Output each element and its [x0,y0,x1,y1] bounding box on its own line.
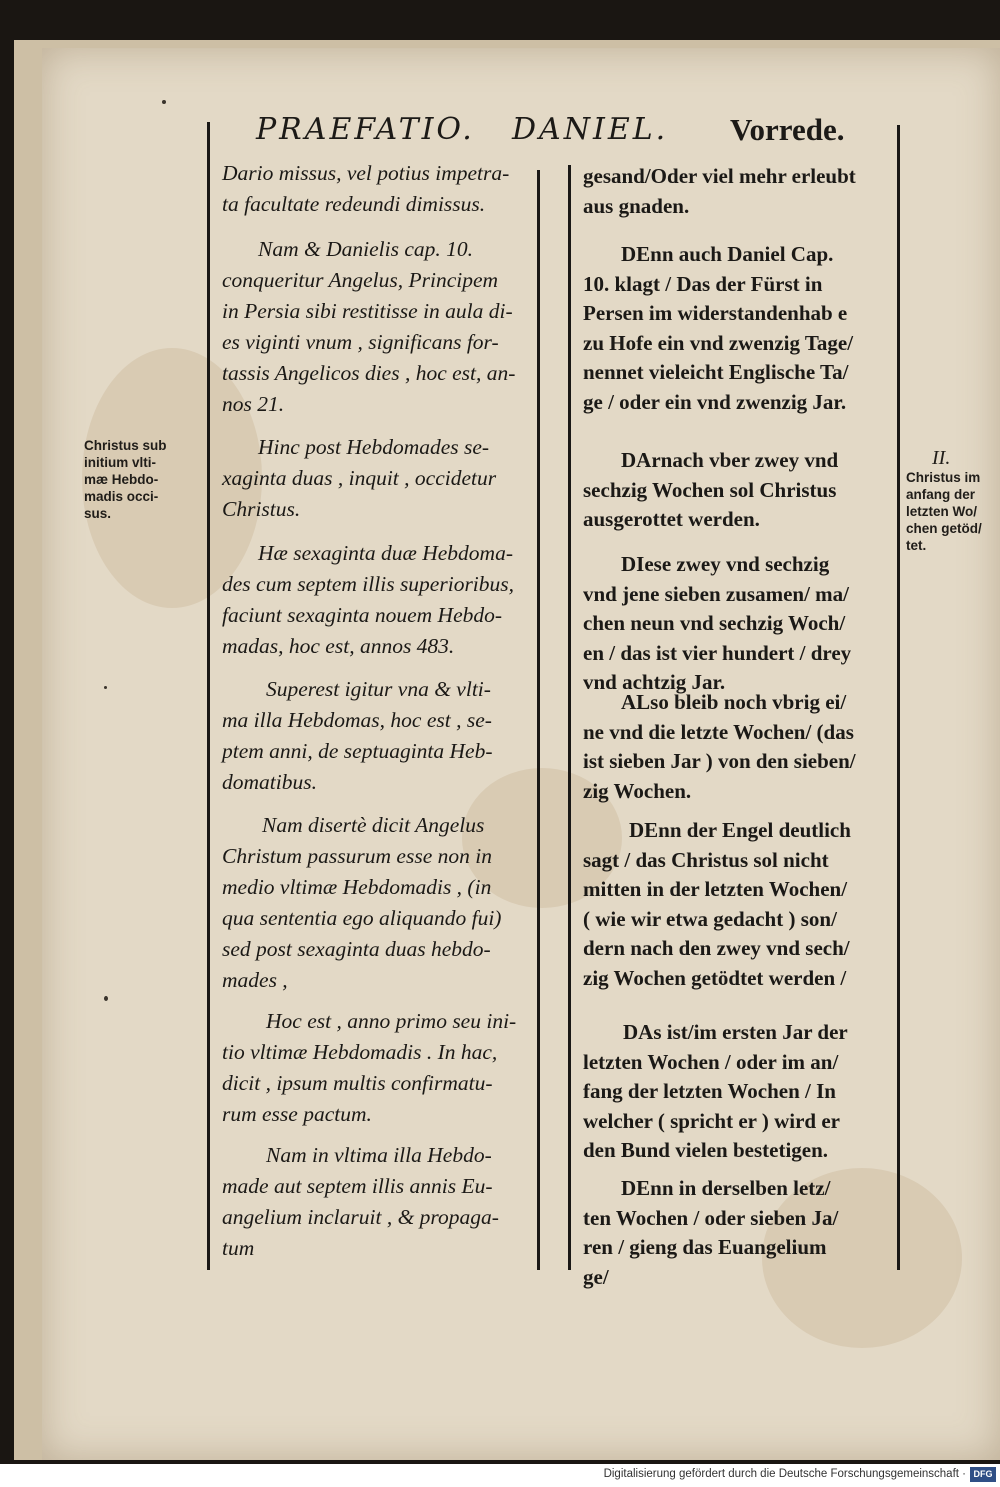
latin-paragraph: Hoc est , anno primo seu ini- tio vltimæ Hebdomadis . In hac, dicit , ipsum multis confirmatu- rum esse pactum. [222,1009,517,1126]
gloss-right-number: II. [932,447,951,469]
latin-paragraph: Nam in vltima illa Hebdo- made aut septem illis annis Eu- angelium inclaruit , & propaga- tum [222,1143,499,1260]
latin-paragraph: Superest igitur vna & vlti- ma illa Hebdomas, hoc est , se- ptem anni, de septuaginta Heb- domatibus. [222,677,493,794]
latin-paragraph: Hinc post Hebdomades se- xaginta duas , inquit , occidetur Christus. [222,435,497,521]
running-head-middle: DANIEL. [512,112,669,147]
gloss-left-text: Christus sub initium vlti- mæ Hebdo- madis occi- sus. [84,438,167,521]
ink-speck [162,100,166,104]
column-rule-middle-1 [537,170,540,1270]
german-paragraph: DEnn in derselben letz/ ten Wochen / oder sieben Ja/ ren / gieng das Euangelium ge/ [583,1176,839,1289]
german-paragraph: DAs ist/im ersten Jar der letzten Wochen / oder im an/ fang der letzten Wochen / In welcher ( spricht er ) wird er den Bund vielen bestetigen. [583,1020,848,1162]
german-paragraph: ALso bleib noch vbrig ei/ ne vnd die letzte Wochen/ (das ist sieben Jar ) von den sieben/ zig Wochen. [583,690,856,803]
german-column [583,162,888,1289]
footer-credit: Digitalisierung gefördert durch die Deutsche Forschungsgemeinschaft · [603,1468,966,1480]
latin-paragraph: Nam & Danielis cap. 10. conqueritur Angelus, Principem in Persia sibi restitisse in aula di- es viginti vnum , significans for- tassis Angelicos dies , hoc est, an- nos 21. [222,237,516,416]
latin-paragraph: Hæ sexaginta duæ Hebdoma- des cum septem illis superioribus, faciunt sexaginta nouem Hebdo- madas, hoc est, annos 483. [222,541,515,658]
marginal-gloss-right [906,447,998,554]
marginal-gloss-left [84,437,204,522]
german-paragraph: DEnn auch Daniel Cap. 10. klagt / Das der Fürst in Persen im widerstandenhab e zu Hofe ein vnd zwenzig Tage/ nennet vieleicht Englische Ta/ ge / oder ein vnd zwenzig Jar. [583,242,854,414]
gloss-right-text: Christus im anfang der letzten Wo/ chen getöd/ tet. [906,470,982,553]
running-head-right: Vorrede. [730,112,845,147]
latin-paragraph: Nam disertè dicit Angelus Christum passurum esse non in medio vltimæ Hebdomadis , (in qua sententia ego aliquando fui) sed post sexaginta duas hebdo- mades , [222,813,502,992]
dfg-logo: DFG [970,1467,996,1482]
column-rule-middle-2 [568,165,571,1270]
latin-column [222,158,522,1278]
german-paragraph: DEnn der Engel deutlich sagt / das Christus sol nicht mitten in der letzten Wochen/ ( wie wir etwa gedacht ) son/ dern nach den zwey vnd sech/ zig Wochen getödtet werden / [583,818,851,990]
german-paragraph: DArnach vber zwey vnd sechzig Wochen sol Christus ausgerottet werden. [583,448,839,531]
column-rule-right [897,125,900,1270]
ink-speck [104,686,107,689]
digitization-footer [0,1464,1000,1487]
ink-speck [104,996,108,1001]
running-head-left: PRAEFATIO. [256,112,475,147]
latin-paragraph: Dario missus, vel potius impetra- ta facultate redeundi dimissus. [222,161,510,216]
german-paragraph: gesand/Oder viel mehr erleubt aus gnaden. [583,164,856,218]
german-paragraph: DIese zwey vnd sechzig vnd jene sieben zusamen/ ma/ chen neun vnd sechzig Woch/ en / das ist vier hundert / drey vnd achtzig Jar. [583,552,852,694]
column-rule-left [207,122,210,1270]
